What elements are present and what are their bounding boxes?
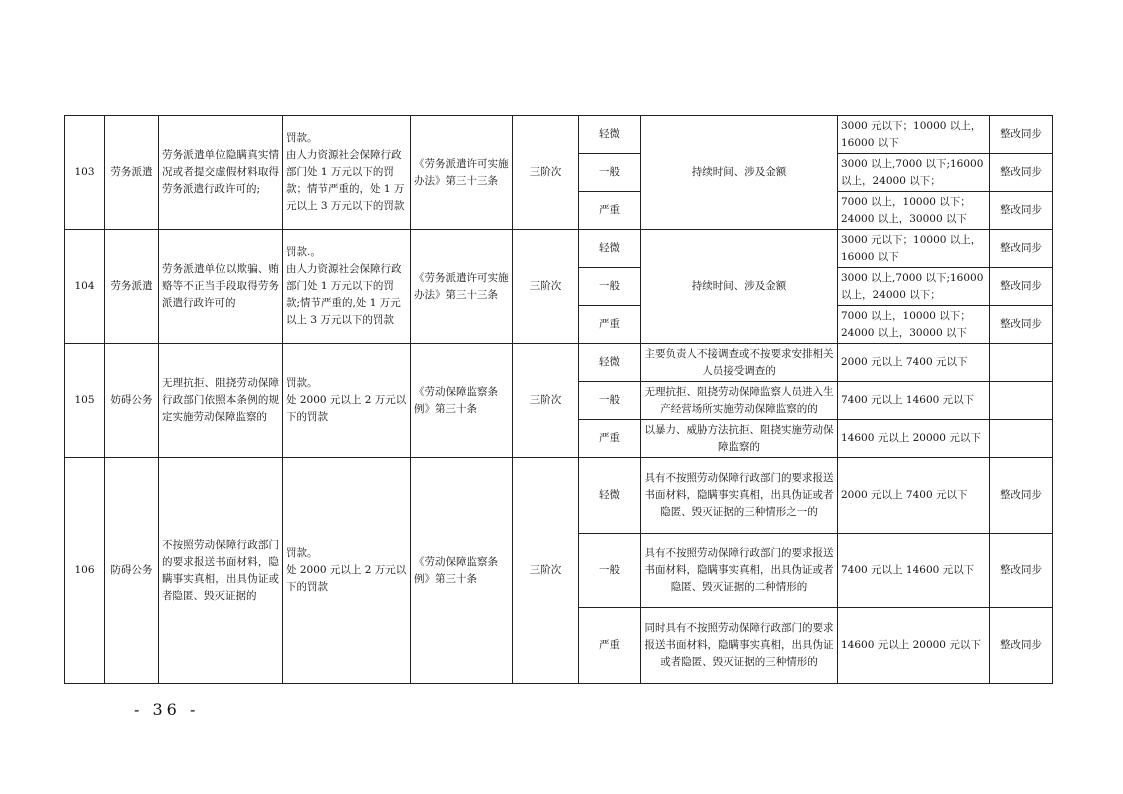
violation-category: 妨碍公务 bbox=[105, 344, 159, 458]
severity-level: 严重 bbox=[579, 192, 641, 230]
violation-fact: 同时具有不按照劳动保障行政部门的要求报送书面材料，隐瞒事实真相，出具伪证或者隐匿、毁灭证据的三种情形的 bbox=[641, 608, 838, 684]
penalty-standard: 3000 元以下；10000 以上，16000 以下 bbox=[838, 230, 990, 268]
penalty-standard: 14600 元以上 20000 元以下 bbox=[838, 608, 990, 684]
legal-basis: 《劳动保障监察条例》第三十条 bbox=[411, 458, 513, 684]
violation-behavior: 不按照劳动保障行政部门的要求报送书面材料，隐瞒事实真相，出具伪证或者隐匿、毁灭证据的 bbox=[159, 458, 283, 684]
violation-fact: 无理抗拒、阻挠劳动保障监察人员进入生产经营场所实施劳动保障监察的的 bbox=[641, 382, 838, 420]
severity-level: 轻微 bbox=[579, 344, 641, 382]
penalty-standard: 14600 元以上 20000 元以下 bbox=[838, 420, 990, 458]
penalty-provision: 罚款。 由人力资源社会保障行政部门处 1 万元以下的罚款；情节严重的，处 1 万元以上 3 万元以下的罚款 bbox=[283, 116, 411, 230]
legal-basis: 《劳动保障监察条例》第三十条 bbox=[411, 344, 513, 458]
sync-rectification: 整改同步 bbox=[990, 116, 1053, 154]
penalty-provision: 罚款。 处 2000 元以上 2 万元以下的罚款 bbox=[283, 458, 411, 684]
penalty-provision: 罚款。 处 2000 元以上 2 万元以下的罚款 bbox=[283, 344, 411, 458]
violation-fact: 具有不按照劳动保障行政部门的要求报送书面材料，隐瞒事实真相，出具伪证或者隐匿、毁灭证据的三种情形之一的 bbox=[641, 458, 838, 534]
tier-count: 三阶次 bbox=[513, 116, 579, 230]
tier-count: 三阶次 bbox=[513, 344, 579, 458]
severity-level: 严重 bbox=[579, 420, 641, 458]
severity-level: 一般 bbox=[579, 534, 641, 608]
item-number: 104 bbox=[65, 230, 105, 344]
table-row bbox=[65, 458, 1053, 534]
violation-behavior: 劳务派遣单位隐瞒真实情况或者提交虚假材料取得劳务派遣行政许可的; bbox=[159, 116, 283, 230]
discretion-factor: 持续时间、涉及金额 bbox=[641, 116, 838, 230]
penalty-standard: 7400 元以上 14600 元以下 bbox=[838, 534, 990, 608]
penalty-standard: 3000 以上,7000 以下;16000 以上，24000 以下； bbox=[838, 268, 990, 306]
severity-level: 轻微 bbox=[579, 230, 641, 268]
penalty-standard: 7000 以上，10000 以下；24000 以上，30000 以下 bbox=[838, 306, 990, 344]
legal-basis: 《劳务派遣许可实施办法》第三十三条 bbox=[411, 230, 513, 344]
sync-rectification bbox=[990, 344, 1053, 382]
penalty-standard: 3000 以上,7000 以下;16000 以上，24000 以下； bbox=[838, 154, 990, 192]
penalty-standard: 7400 元以上 14600 元以下 bbox=[838, 382, 990, 420]
penalty-standard: 2000 元以上 7400 元以下 bbox=[838, 344, 990, 382]
severity-level: 轻微 bbox=[579, 458, 641, 534]
violation-fact: 以暴力、威胁方法抗拒、阻挠实施劳动保障监察的 bbox=[641, 420, 838, 458]
page-number: - 36 - bbox=[134, 700, 200, 719]
violation-fact: 具有不按照劳动保障行政部门的要求报送书面材料，隐瞒事实真相，出具伪证或者隐匿、毁灭证据的二种情形的 bbox=[641, 534, 838, 608]
penalty-standard: 2000 元以上 7400 元以下 bbox=[838, 458, 990, 534]
penalty-discretion-table bbox=[64, 115, 1053, 684]
penalty-standard: 7000 以上，10000 以下；24000 以上，30000 以下 bbox=[838, 192, 990, 230]
severity-level: 一般 bbox=[579, 154, 641, 192]
tier-count: 三阶次 bbox=[513, 458, 579, 684]
violation-behavior: 劳务派遣单位以欺骗、贿赂等不正当手段取得劳务派遣行政许可的 bbox=[159, 230, 283, 344]
sync-rectification: 整改同步 bbox=[990, 230, 1053, 268]
table-row bbox=[65, 230, 1053, 268]
violation-category: 劳务派遣 bbox=[105, 116, 159, 230]
severity-level: 轻微 bbox=[579, 116, 641, 154]
violation-fact: 主要负责人不接调查或不按要求安排相关人员接受调查的 bbox=[641, 344, 838, 382]
sync-rectification: 整改同步 bbox=[990, 192, 1053, 230]
table-row bbox=[65, 344, 1053, 382]
penalty-standard: 3000 元以下；10000 以上，16000 以下 bbox=[838, 116, 990, 154]
sync-rectification: 整改同步 bbox=[990, 306, 1053, 344]
tier-count: 三阶次 bbox=[513, 230, 579, 344]
sync-rectification: 整改同步 bbox=[990, 608, 1053, 684]
severity-level: 严重 bbox=[579, 306, 641, 344]
severity-level: 一般 bbox=[579, 382, 641, 420]
severity-level: 一般 bbox=[579, 268, 641, 306]
sync-rectification bbox=[990, 382, 1053, 420]
item-number: 105 bbox=[65, 344, 105, 458]
legal-basis: 《劳务派遣许可实施办法》第三十三条 bbox=[411, 116, 513, 230]
discretion-factor: 持续时间、涉及金额 bbox=[641, 230, 838, 344]
sync-rectification bbox=[990, 420, 1053, 458]
violation-category: 劳务派遣 bbox=[105, 230, 159, 344]
sync-rectification: 整改同步 bbox=[990, 534, 1053, 608]
sync-rectification: 整改同步 bbox=[990, 268, 1053, 306]
sync-rectification: 整改同步 bbox=[990, 458, 1053, 534]
penalty-provision: 罚款.。 由人力资源社会保障行政部门处 1 万元以下的罚款;情节严重的,处 1 万元以上 3 万元以下的罚款 bbox=[283, 230, 411, 344]
table-row bbox=[65, 116, 1053, 154]
violation-category: 防碍公务 bbox=[105, 458, 159, 684]
severity-level: 严重 bbox=[579, 608, 641, 684]
violation-behavior: 无理抗拒、阻挠劳动保障行政部门依照本条例的规定实施劳动保障监察的 bbox=[159, 344, 283, 458]
item-number: 106 bbox=[65, 458, 105, 684]
sync-rectification: 整改同步 bbox=[990, 154, 1053, 192]
item-number: 103 bbox=[65, 116, 105, 230]
